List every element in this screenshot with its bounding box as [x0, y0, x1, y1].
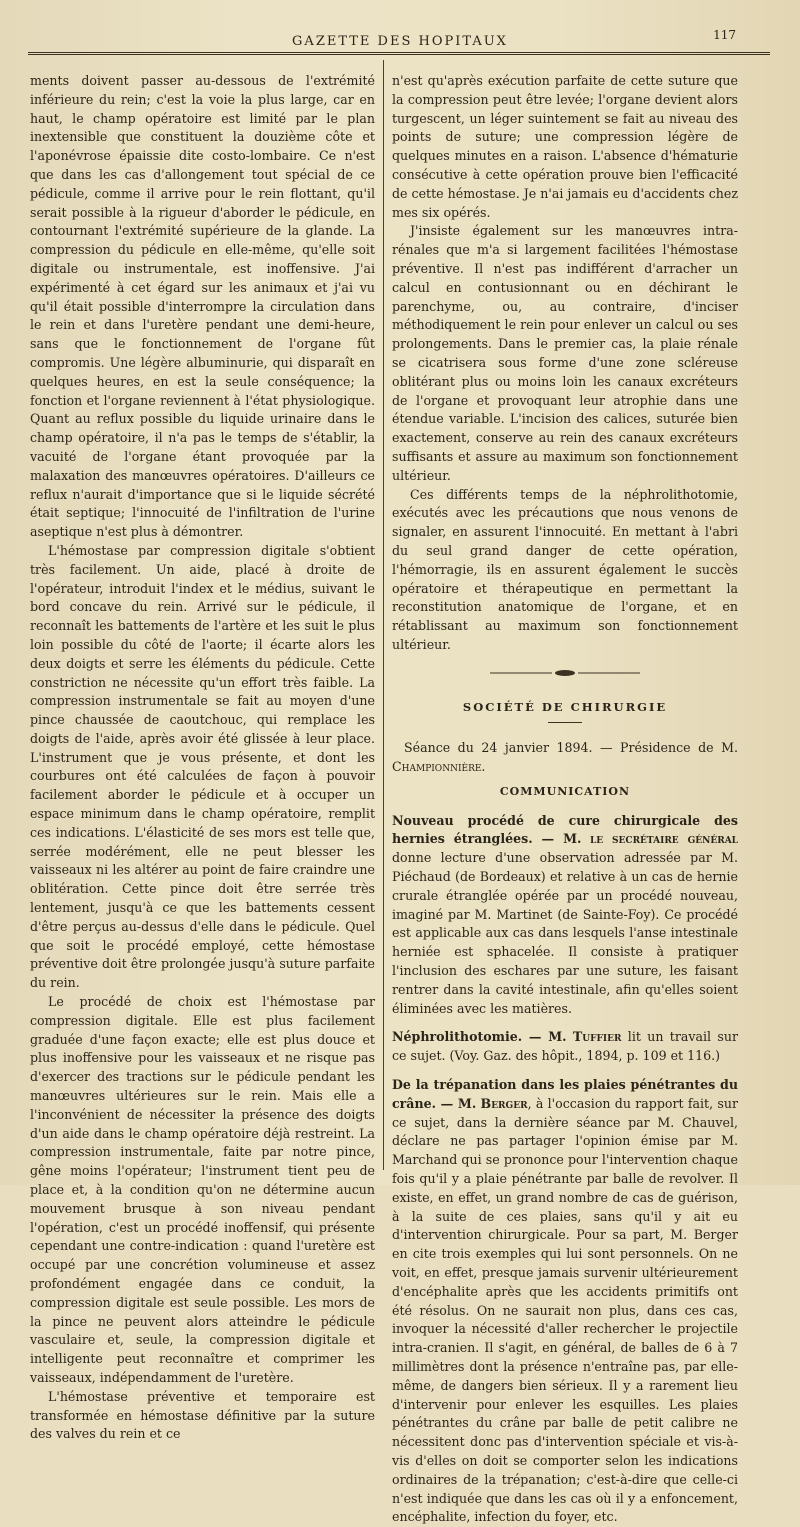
page-number: 117: [713, 28, 736, 42]
page-header: [30, 28, 770, 50]
seance-text: Séance du 24 janvier 1894. — Présidence de M.: [404, 740, 738, 756]
article-trepanation: [392, 1076, 738, 1527]
seance-line: [392, 739, 738, 777]
section-title: SOCIÉTÉ DE CHIRURGIE: [462, 699, 668, 714]
article-body: donne lecture d'une observation adressée par M. Piéchaud (de Bordeaux) et relative à un cas de hernie crurale étranglée opérée par un procédé nouveau, imaginé par M. Martinet (de Sainte-Foy). Ce procédé est applicable aux cas dans lesquels l'anse intestinale herniée est sphacelée. Il consiste à pratiquer l'inclusion des eschares par une suture, les faisant rentrer dans la cavité intestinale, afin qu'elles soient éliminées avec les matières.: [392, 850, 738, 1016]
article-hernies: [392, 812, 738, 1019]
left-column: [30, 72, 375, 1444]
article-author: le secrétaire général: [589, 831, 738, 847]
paragraph: L'hémostase préventive et temporaire est transformée en hémostase définitive par la suture des valves du rein et ce: [30, 1388, 375, 1442]
header-rule: [28, 52, 770, 55]
section-rule: [548, 722, 582, 723]
paragraph: L'hémostase par compression digitale s'obtient très facilement. Un aide, placé à droite de l'opérateur, introduit l'index et le médius, suivant le bord concave du rein. Arrivé sur le pédicule, il reconnaît les battements de l'artère et les suit le plus loin possible du côté de l'aorte; il écarte alors les deux doigts et serre les éléments du pédicule. Cette constriction ne nécessite qu'un effort très faible. La compression instrumentale se fait au moyen d'une pince chaussée de caoutchouc, qui remplace les doigts de l'aide, après avoir été glissée à leur place. L'instrument que je vous présente, et dont les courbures ont été calculées de façon à pouvoir facilement aborder le pédicule et à occuper un espace minimum dans le champ opératoire, remplit ces indications. L'élasticité de ses mors est telle que, serrée modérément, elle ne peut blesser les vaisseaux ni les altérer au point de faire craindre une oblitération. Cette pince doit être serrée très lentement, jusqu'à ce que les battements cessent d'être perçus au-dessus d'elle dans le pédicule. Quel que soit le procédé employé, cette hémostase préventive doit être prolongée jusqu'à suture parfaite du rein.: [30, 542, 375, 991]
article-lead: De la trépanation dans les plaies pénétrantes du crâne. — M.: [392, 1077, 738, 1111]
paragraph: J'insiste également sur les manœuvres intra-rénales que m'a si largement facilitées l'hémostase préventive. Il n'est pas indifférent d'arracher un calcul en contusionnant ou en déchirant le parenchyme, ou, au contraire, d'inciser méthodiquement le rein pour enlever un calcul ou ses prolongements. Dans le premier cas, la plaie rénale se cicatrisera sous forme d'une zone scléreuse oblitérant plus ou moins loin les canaux excréteurs de l'organe et provoquant leur atrophie dans une étendue variable. L'incision des calices, suturée bien exactement, conserve au rein des canaux excréteurs suffisants et assure au maximum son fonctionnement ultérieur.: [392, 223, 738, 483]
paragraph: Ces différents temps de la néphrolithotomie, exécutés avec les précautions que nous venons de signaler, en assurent l'innocuité. En mettant à l'abri du seul grand danger de cette opération, l'hémorragie, ils en assurent également le succès opératoire et thérapeutique en permettant la reconstitution anatomique de l'organe, et en rétablissant au maximum son fonctionnement ultérieur.: [392, 486, 738, 652]
journal-title: GAZETTE DES HOPITAUX: [292, 34, 508, 49]
article-nephrolithotomie: [392, 1028, 738, 1066]
ornament-divider: [392, 665, 738, 684]
article-author: Tuffier: [572, 1029, 622, 1045]
article-body: lit un travail sur ce sujet. (Voy. Gaz. des hôpit., 1894, p. 109 et 116.): [392, 1029, 738, 1064]
article-body: , à l'occasion du rapport fait, sur ce sujet, dans la dernière séance par M. Chauvel, déclare ne pas partager l'opinion émise par M. Marchand qui se prononce pour l'intervention chaque fois qu'il y a plaie pénétrante par balle de revolver. Il existe, en effet, un grand nombre de cas de guérison, à la suite de ces plaies, sans qu'il y ait eu d'intervention chirurgicale. Pour sa part, M. Berger en cite trois exemples qui lui sont personnels. On ne voit, en effet, presque jamais survenir ultérieurement d'encéphalite après que les accidents primitifs ont été résolus. On ne saurait non plus, dans ces cas, invoquer la nécessité d'aller rechercher le projectile intra-cranien. Il s'agit, en général, de balles de 6 à 7 millimètres dont la présence n'entraîne pas, par elle-même, de dangers bien sérieux. Il y a rarement lieu d'intervenir pour enlever les esquilles. Les plaies pénétrantes du crâne par balle de petit calibre ne nécessitent donc pas d'intervention spéciale et vis-à-vis d'elles on doit se comporter selon les indications ordinaires de la trépanation; c'est-à-dire que celle-ci n'est indiquée que dans les cas où il y a enfoncement, encéphalite, infection du foyer, etc.: [392, 1095, 738, 1525]
article-author: Berger: [480, 1095, 528, 1111]
ornament-rule-icon: [490, 669, 640, 677]
article-lead: Néphrolithotomie. — M.: [392, 1029, 567, 1045]
article-lead: Nouveau procédé de cure chirurgicale des hernies étranglées. — M.: [392, 812, 738, 847]
paragraph: ments doivent passer au-dessous de l'extrémité inférieure du rein; c'est la voie la plus large, car en haut, le champ opératoire est limité par le plan inextensible que constituent la douzième côte et l'aponévrose épaissie dite costo-lombaire. Ce n'est que dans les cas d'allongement tout spécial de ce pédicule, comme il arrive pour le rein flottant, qu'il serait possible à la rigueur d'aborder le pédicule, en contournant l'extrémité supérieure de la glande. La compression du pédicule en elle-même, qu'elle soit digitale ou instrumentale, est inoffensive. J'ai expérimenté à cet égard sur les animaux et j'ai vu qu'il était possible d'interrompre la circulation dans le rein et dans l'uretère pendant une demi-heure, sans que le fonctionnement de l'organe fût compromis. Une légère albuminurie, qui disparaît en quelques heures, en est la seule conséquence; la fonction et l'organe reviennent à l'état physiologique. Quant au reflux possible du liquide urinaire dans le champ opératoire, il n'a pas le temps de s'établir, la vacuité de l'organe étant provoquée par la malaxation des manœuvres opératoires. D'ailleurs ce reflux n'aurait d'importance que si le liquide sécrété était septique; l'innocuité de l'infiltration de l'urine aseptique n'est plus à démontrer.: [30, 73, 375, 540]
paragraph: n'est qu'après exécution parfaite de cette suture que la compression peut être levée; l'organe devient alors turgescent, un léger suintement se fait au niveau des points de suture; une compression légère de quelques minutes en a raison. L'absence d'hématurie consécutive à cette opération prouve bien l'efficacité de cette hémostase. Je n'ai jamais eu d'accidents chez mes six opérés.: [392, 73, 738, 220]
right-column: [392, 72, 738, 1527]
paragraph: Le procédé de choix est l'hémostase par compression digitale. Elle est plus facilement graduée d'une façon exacte; elle est plus douce et plus inoffensive pour les vaisseaux et ne risque pas d'exercer des tractions sur le pédicule pendant les manœuvres ultérieures sur le rein. Mais elle a l'inconvénient de nécessiter la présence des doigts d'un aide dans le champ opératoire déjà restreint. La compression instrumentale, faite par notre pince, gêne moins l'opérateur; l'instrument tient peu de place et, à la condition qu'on ne détermine aucun mouvement brusque à son niveau pendant l'opération, c'est un procédé inoffensif, qui présente cependant une contre-indication : quand l'uretère est occupé par une concrétion volumineuse et assez profondément engagée dans ce conduit, la compression digitale est seule possible. Les mors de la pince ne peuvent alors atteindre le pédicule vasculaire et, seule, la compression digitale et intelligente peut reconnaître et comprimer les vaisseaux, indépendamment de l'uretère.: [30, 994, 375, 1385]
seance-president: Championnière.: [392, 759, 486, 775]
communication-heading: COMMUNICATION: [499, 784, 631, 798]
column-divider: [383, 60, 384, 1170]
